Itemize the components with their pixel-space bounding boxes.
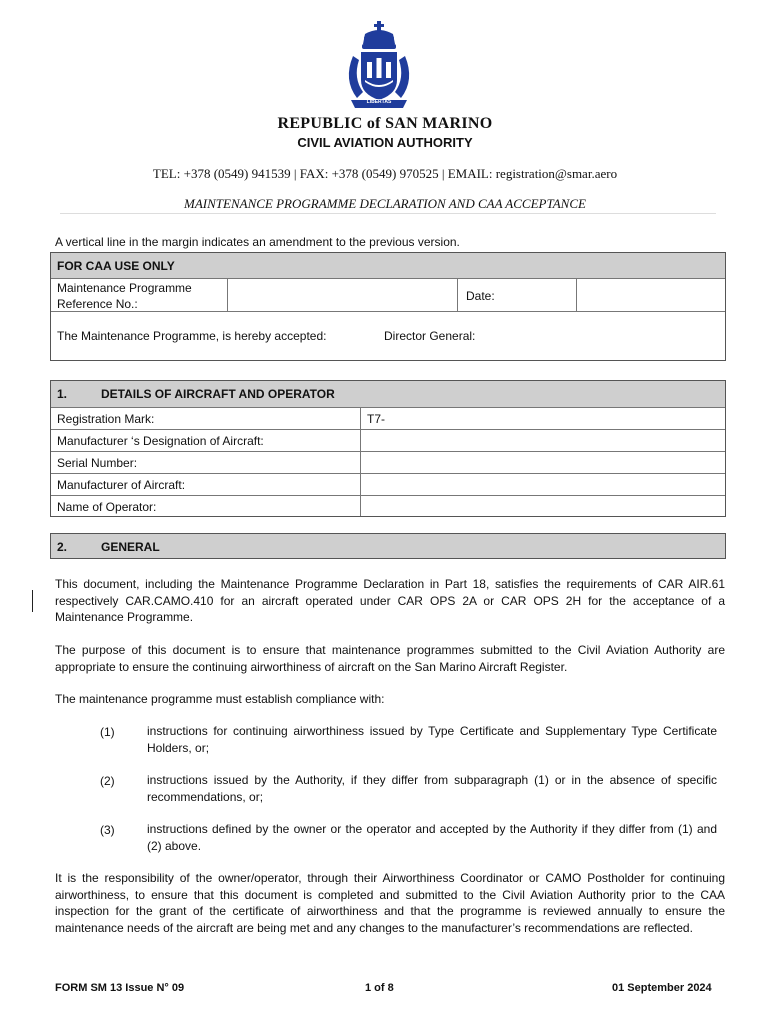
section1-title: DETAILS OF AIRCRAFT AND OPERATOR [101,387,335,401]
date-field[interactable] [577,279,725,311]
aircraft-details-table [50,380,726,517]
section1-header-row [51,381,725,407]
section1-number: 1. [57,387,68,401]
list-item: instructions defined by the owner or the operator and accepted by the Authority if they differ from (1) and (2) above. [147,822,717,853]
registration-mark-field[interactable]: T7- [367,412,385,426]
table-row [51,473,725,495]
table-row [51,429,725,451]
director-general-label: Director General: [384,329,476,343]
footer-page-number: 1 of 8 [365,982,394,994]
list-item-number: (1) [100,725,115,739]
aircraft-designation-field[interactable] [367,433,717,449]
contact-line: TEL: +378 (0549) 941539 | FAX: +378 (0549) 970525 | EMAIL: registration@smar.aero [152,166,618,181]
amendment-note: A vertical line in the margin indicates an amendment to the previous version. [55,235,460,249]
aircraft-manufacturer-field[interactable] [367,477,717,493]
footer-form-id: FORM SM 13 Issue N° 09 [55,982,185,994]
general-paragraph-1: This document, including the Maintenance Programme Declaration in Part 18, satisfies the requirements of CAR AIR.61 respectively CAR.CAMO.410 for an aircraft operated under CAR OPS 2A or CAR OPS 2H for the acceptance of a Maintenance Programme. [55,577,725,624]
footer-date: 01 September 2024 [612,982,712,994]
general-paragraph-2: The purpose of this document is to ensure that maintenance programmes submitted to the Civil Aviation Authority are appropriate to ensure the continuing airworthiness of aircraft on the San Marino Aircraft Register. [55,643,725,674]
operator-name-field[interactable] [367,499,717,515]
list-item: instructions for continuing airworthiness issued by Type Certificate and Supplementary Type Certificate Holders, or; [147,724,717,755]
document-title: MAINTENANCE PROGRAMME DECLARATION AND CAA ACCEPTANCE [184,196,586,211]
caa-use-table [50,252,726,361]
caa-reference-row [51,279,725,312]
accepted-label: The Maintenance Programme, is hereby accepted: [57,329,327,343]
list-item-number: (2) [100,774,115,788]
serial-number-label: Serial Number: [57,456,138,470]
table-row [51,451,725,473]
section2-number: 2. [57,540,68,554]
country-title: REPUBLIC of SAN MARINO [277,115,493,132]
aircraft-designation-label: Manufacturer ‘s Designation of Aircraft: [57,434,264,448]
serial-number-field[interactable] [367,455,717,471]
authority-title: CIVIL AVIATION AUTHORITY [297,135,473,150]
table-row [51,495,725,517]
section2-title: GENERAL [101,540,160,554]
reference-number-field[interactable] [228,279,457,311]
reference-label-2: Reference No.: [57,297,138,311]
crest-motto: LIBERTAS [366,99,392,105]
title-divider [60,213,716,214]
registration-mark-label: Registration Mark: [57,412,155,426]
reference-label-1: Maintenance Programme [57,281,192,295]
general-paragraph-3: The maintenance programme must establish compliance with: [55,692,385,706]
director-signature-field[interactable] [491,315,721,355]
date-label: Date: [466,289,495,303]
amendment-bar [32,590,33,612]
aircraft-manufacturer-label: Manufacturer of Aircraft: [57,478,186,492]
list-item: instructions issued by the Authority, if they differ from subparagraph (1) or in the absence of specific recommendations, or; [147,773,717,804]
table-row [51,407,725,429]
general-paragraph-4: It is the responsibility of the owner/operator, through their Airworthiness Coordinator or CAMO Postholder for continuing airworthiness, to ensure that this document is completed and submitted to the Civil Aviation Authority prior to the CAA inspection for the grant of the certificate of airworthiness and that the programme is reviewed annually to ensure the maintenance needs of the aircraft are being met and any changes to the manufacturer’s recommendations are reflected. [55,871,725,935]
operator-name-label: Name of Operator: [57,500,157,514]
list-item-number: (3) [100,823,115,837]
section2-header [50,533,726,559]
caa-header-row [51,253,725,279]
caa-heading: FOR CAA USE ONLY [57,259,175,273]
